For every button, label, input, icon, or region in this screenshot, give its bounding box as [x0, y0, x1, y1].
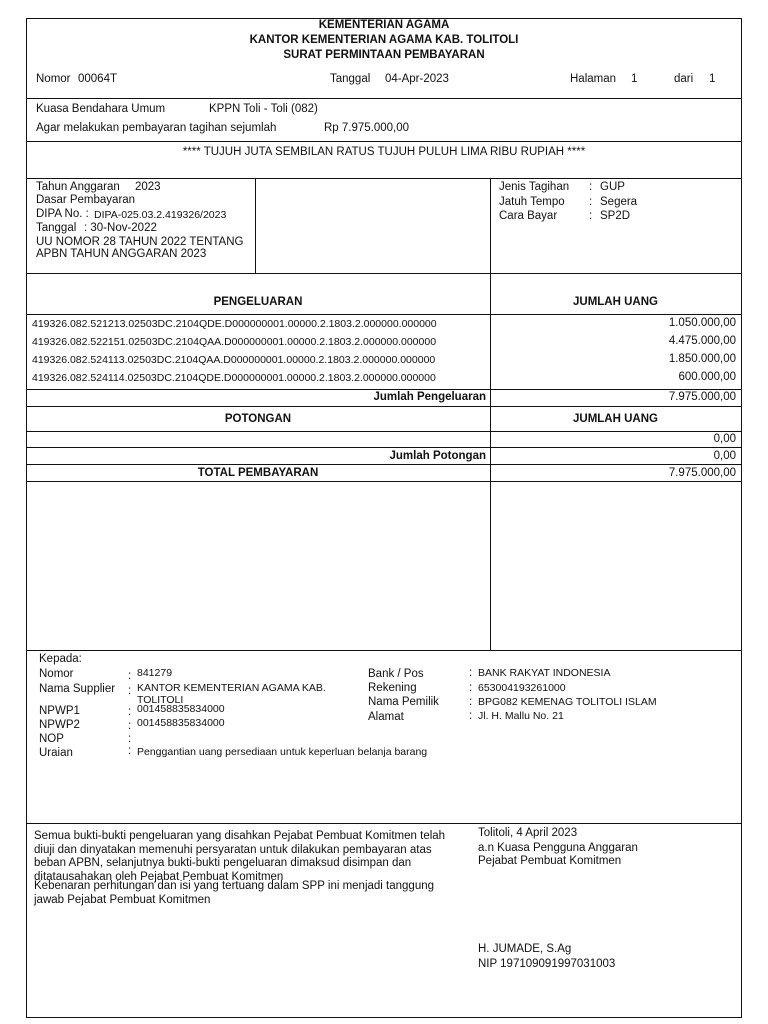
uraian-value: Penggantian uang persediaan untuk keperluan belanja barang [137, 746, 428, 758]
npwp1-label: NPWP1 [39, 705, 80, 717]
rekening-value: 653004193261000 [478, 682, 566, 694]
tahun-anggaran-label: Tahun Anggaran [36, 181, 120, 193]
nop-label: NOP [39, 733, 64, 745]
supplier-label: Nama Supplier [39, 683, 116, 695]
bank-value: BANK RAKYAT INDONESIA [478, 667, 611, 679]
footer-note: Semua bukti-bukti pengeluaran yang disahkan Pejabat Pembuat Komitmen telah diuji dan dinyatakan memenuhi persyaratan untuk dilakukan pembayaran atas beban APBN, selanjutnya bukti-bukti pengeluaran dimaksud disimpan dan ditatausahakan oleh Pejabat Pembuat Komitmen [34, 830, 446, 883]
uraian-label: Uraian [39, 747, 73, 759]
bank-label: Bank / Pos [368, 668, 424, 680]
pengeluaran-header: PENGELUARAN [213, 296, 303, 308]
uu-line-1: UU NOMOR 28 TAHUN 2022 TENTANG [36, 236, 244, 248]
ministry-title: KEMENTERIAN AGAMA [318, 19, 450, 31]
table-row-amount: 4.475.000,00 [668, 335, 736, 347]
place-date: Tolitoli, 4 April 2023 [478, 827, 578, 839]
jumlah-potongan-value: 0,00 [713, 450, 736, 462]
table-row: 419326.082.524113.02503DC.2104QAA.D000000001.00000.2.1803.2.000000.000000 [32, 354, 436, 366]
jumlah-potongan-label: Jumlah Potongan [389, 450, 486, 462]
alamat-value: Jl. H. Mallu No. 21 [478, 710, 564, 722]
amount-in-words: **** TUJUH JUTA SEMBILAN RATUS TUJUH PULUH LIMA RIBU RUPIAH **** [182, 146, 586, 158]
alamat-label: Alamat [368, 711, 404, 723]
nomor-value: 00064T [78, 73, 118, 85]
nomor-supplier-label: Nomor [39, 668, 74, 680]
jumlah-pengeluaran-label: Jumlah Pengeluaran [373, 391, 486, 403]
npwp2-value: 001458835834000 [137, 717, 225, 729]
nomor-supplier-value: 841279 [137, 667, 173, 679]
uu-line-2: APBN TAHUN ANGGARAN 2023 [36, 248, 207, 260]
npwp1-value: 001458835834000 [137, 703, 225, 715]
tahun-anggaran-value: 2023 [135, 181, 161, 193]
dari-value: 1 [709, 73, 716, 85]
signer-role: Pejabat Pembuat Komitmen [478, 855, 622, 867]
potongan-row-value: 0,00 [713, 433, 736, 445]
potongan-header: POTONGAN [224, 413, 292, 425]
signer-name: H. JUMADE, S.Ag [478, 943, 572, 955]
jumlah-pengeluaran-value: 7.975.000,00 [668, 391, 736, 403]
dipa-label: DIPA No. : [36, 208, 89, 220]
table-row-amount: 600.000,00 [678, 371, 736, 383]
table-row-amount: 1.850.000,00 [668, 353, 736, 365]
footer-note-responsibility: Kebenaran perhitungan dan isi yang tertuang dalam SPP ini menjadi tanggung jawab Pejabat Pembuat Komitmen [34, 880, 435, 906]
dari-label: dari [674, 73, 694, 85]
jenis-tagihan-value: GUP [600, 181, 625, 193]
document-title: SURAT PERMINTAAN PEMBAYARAN [283, 49, 485, 61]
dasar-pembayaran-label: Dasar Pembayaran [36, 194, 136, 206]
total-pembayaran-label: TOTAL PEMBAYARAN [197, 467, 319, 479]
rekening-label: Rekening [368, 682, 417, 694]
kuasa-label: Kuasa Bendahara Umum [36, 103, 166, 115]
cara-bayar-value: SP2D [600, 210, 631, 222]
dipa-tanggal-value: : 30-Nov-2022 [84, 222, 157, 234]
jatuh-tempo-label: Jatuh Tempo [499, 196, 565, 208]
kppn-value: KPPN Toli - Toli (082) [209, 103, 318, 115]
kepada-label: Kepada: [39, 653, 82, 665]
dipa-value: DIPA-025.03.2.419326/2023 [94, 209, 227, 221]
supplier-value-line1: KANTOR KEMENTERIAN AGAMA KAB. [137, 682, 326, 694]
office-title: KANTOR KEMENTERIAN AGAMA KAB. TOLITOLI [249, 34, 519, 46]
halaman-value: 1 [631, 73, 638, 85]
signer-nip: NIP 197109091997031003 [478, 958, 616, 970]
on-behalf-line: a.n Kuasa Pengguna Anggaran [478, 842, 638, 854]
table-row: 419326.082.522151.02503DC.2104QAA.D000000001.00000.2.1803.2.000000.000000 [32, 336, 437, 348]
nama-pemilik-value: BPG082 KEMENAG TOLITOLI ISLAM [478, 696, 657, 708]
jenis-tagihan-label: Jenis Tagihan [499, 181, 570, 193]
halaman-label: Halaman [570, 73, 617, 85]
tanggal-value: 04-Apr-2023 [385, 73, 449, 85]
nomor-label: Nomor [36, 73, 71, 85]
total-pembayaran-value: 7.975.000,00 [668, 467, 736, 479]
dipa-tanggal-label: Tanggal [36, 222, 77, 234]
table-row: 419326.082.521213.02503DC.2104QDE.D000000001.00000.2.1803.2.000000.000000 [32, 318, 437, 330]
npwp2-label: NPWP2 [39, 719, 80, 731]
pengeluaran-amount-header: JUMLAH UANG [573, 296, 658, 308]
cara-bayar-label: Cara Bayar [499, 210, 558, 222]
tanggal-label: Tanggal [330, 73, 371, 85]
jatuh-tempo-value: Segera [600, 196, 638, 208]
table-row: 419326.082.524114.02503DC.2104QDE.D000000001.00000.2.1803.2.000000.000000 [32, 372, 436, 384]
agar-label: Agar melakukan pembayaran tagihan sejumlah [36, 122, 277, 134]
table-row-amount: 1.050.000,00 [668, 317, 736, 329]
payment-amount: Rp 7.975.000,00 [324, 122, 410, 134]
nama-pemilik-label: Nama Pemilik [368, 696, 439, 708]
potongan-amount-header: JUMLAH UANG [573, 413, 658, 425]
supplier-value-line2: TOLITOLI [137, 694, 184, 706]
